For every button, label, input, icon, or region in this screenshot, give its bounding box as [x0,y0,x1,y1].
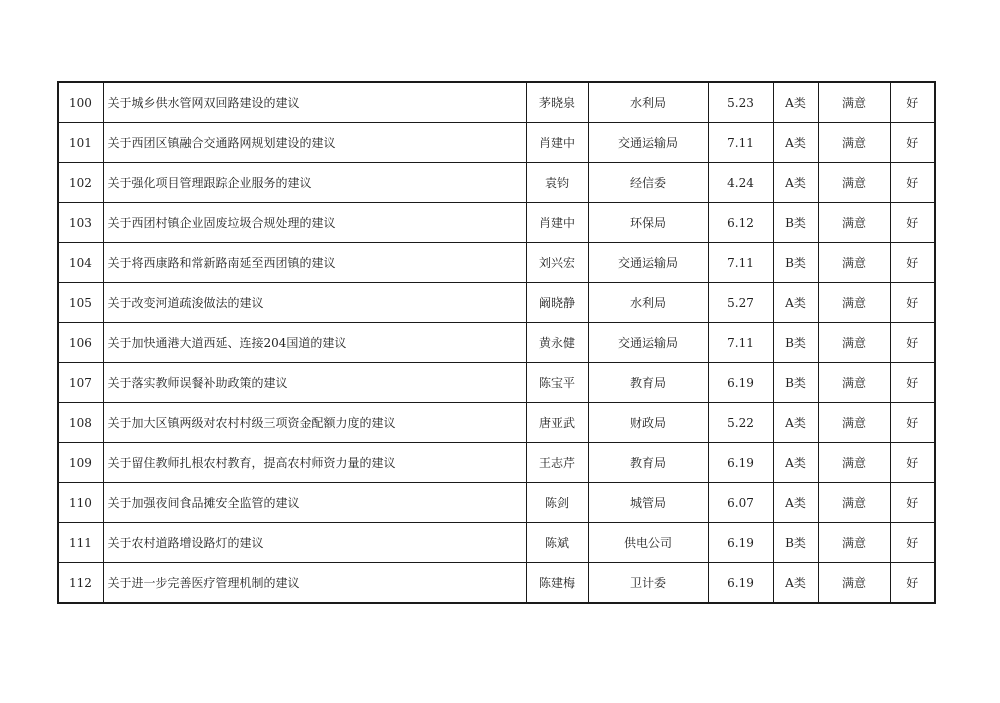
satisfaction-cell: 满意 [818,82,890,123]
row-number: 104 [58,243,103,283]
reply-date: 6.19 [708,363,773,403]
proposal-title: 关于强化项目管理跟踪企业服务的建议 [103,163,526,203]
rating-cell: 好 [890,483,935,523]
reply-date: 6.19 [708,523,773,563]
table-row [58,243,935,283]
reply-date: 5.27 [708,283,773,323]
category-cell: A类 [773,163,818,203]
handling-department: 卫计委 [588,563,708,604]
table-row [58,323,935,363]
proposer-name: 阚晓静 [526,283,588,323]
proposer-name: 肖建中 [526,203,588,243]
proposal-title: 关于西团村镇企业固废垃圾合规处理的建议 [103,203,526,243]
row-number: 106 [58,323,103,363]
row-number: 102 [58,163,103,203]
category-cell: A类 [773,123,818,163]
reply-date: 6.07 [708,483,773,523]
handling-department: 水利局 [588,283,708,323]
table-row [58,443,935,483]
proposer-name: 唐亚武 [526,403,588,443]
proposal-title: 关于西团区镇融合交通路网规划建设的建议 [103,123,526,163]
row-number: 110 [58,483,103,523]
rating-cell: 好 [890,283,935,323]
category-cell: A类 [773,403,818,443]
proposer-name: 黄永健 [526,323,588,363]
proposer-name: 陈宝平 [526,363,588,403]
row-number: 109 [58,443,103,483]
row-number: 100 [58,82,103,123]
category-cell: B类 [773,323,818,363]
category-cell: B类 [773,203,818,243]
reply-date: 7.11 [708,123,773,163]
row-number: 101 [58,123,103,163]
satisfaction-cell: 满意 [818,163,890,203]
reply-date: 7.11 [708,323,773,363]
satisfaction-cell: 满意 [818,363,890,403]
satisfaction-cell: 满意 [818,203,890,243]
table-row [58,283,935,323]
satisfaction-cell: 满意 [818,483,890,523]
table-row [58,523,935,563]
proposer-name: 王志芹 [526,443,588,483]
rating-cell: 好 [890,523,935,563]
reply-date: 6.19 [708,563,773,604]
rating-cell: 好 [890,443,935,483]
row-number: 108 [58,403,103,443]
table-body [58,82,935,603]
handling-department: 水利局 [588,82,708,123]
handling-department: 经信委 [588,163,708,203]
table-row [58,203,935,243]
row-number: 111 [58,523,103,563]
category-cell: A类 [773,443,818,483]
proposal-title: 关于加强夜间食品摊安全监管的建议 [103,483,526,523]
rating-cell: 好 [890,203,935,243]
satisfaction-cell: 满意 [818,123,890,163]
category-cell: A类 [773,563,818,604]
row-number: 107 [58,363,103,403]
satisfaction-cell: 满意 [818,563,890,604]
reply-date: 7.11 [708,243,773,283]
proposal-title: 关于城乡供水管网双回路建设的建议 [103,82,526,123]
handling-department: 交通运输局 [588,123,708,163]
category-cell: A类 [773,483,818,523]
proposer-name: 陈斌 [526,523,588,563]
category-cell: B类 [773,523,818,563]
proposal-title: 关于加大区镇两级对农村村级三项资金配额力度的建议 [103,403,526,443]
proposal-title: 关于将西康路和常新路南延至西团镇的建议 [103,243,526,283]
satisfaction-cell: 满意 [818,323,890,363]
table-row [58,483,935,523]
handling-department: 环保局 [588,203,708,243]
category-cell: A类 [773,283,818,323]
satisfaction-cell: 满意 [818,523,890,563]
proposer-name: 陈剑 [526,483,588,523]
handling-department: 教育局 [588,443,708,483]
rating-cell: 好 [890,403,935,443]
reply-date: 4.24 [708,163,773,203]
category-cell: A类 [773,82,818,123]
handling-department: 财政局 [588,403,708,443]
proposer-name: 刘兴宏 [526,243,588,283]
proposal-table [57,81,936,604]
handling-department: 交通运输局 [588,323,708,363]
satisfaction-cell: 满意 [818,283,890,323]
rating-cell: 好 [890,323,935,363]
proposal-title: 关于进一步完善医疗管理机制的建议 [103,563,526,604]
rating-cell: 好 [890,82,935,123]
proposer-name: 袁钧 [526,163,588,203]
reply-date: 5.22 [708,403,773,443]
category-cell: B类 [773,363,818,403]
proposer-name: 陈建梅 [526,563,588,604]
reply-date: 5.23 [708,82,773,123]
proposer-name: 肖建中 [526,123,588,163]
table-row [58,163,935,203]
satisfaction-cell: 满意 [818,243,890,283]
proposal-title: 关于留住教师扎根农村教育，提高农村师资力量的建议 [103,443,526,483]
row-number: 103 [58,203,103,243]
table-row [58,82,935,123]
rating-cell: 好 [890,363,935,403]
row-number: 112 [58,563,103,604]
handling-department: 供电公司 [588,523,708,563]
table-row [58,363,935,403]
rating-cell: 好 [890,163,935,203]
proposal-title: 关于农村道路增设路灯的建议 [103,523,526,563]
proposal-title: 关于改变河道疏浚做法的建议 [103,283,526,323]
reply-date: 6.12 [708,203,773,243]
handling-department: 教育局 [588,363,708,403]
proposal-title: 关于加快通港大道西延、连接204国道的建议 [103,323,526,363]
proposal-title: 关于落实教师误餐补助政策的建议 [103,363,526,403]
table-row [58,403,935,443]
rating-cell: 好 [890,123,935,163]
rating-cell: 好 [890,563,935,604]
proposer-name: 茅晓泉 [526,82,588,123]
satisfaction-cell: 满意 [818,443,890,483]
rating-cell: 好 [890,243,935,283]
handling-department: 交通运输局 [588,243,708,283]
category-cell: B类 [773,243,818,283]
row-number: 105 [58,283,103,323]
table-row [58,563,935,604]
satisfaction-cell: 满意 [818,403,890,443]
table-row [58,123,935,163]
reply-date: 6.19 [708,443,773,483]
handling-department: 城管局 [588,483,708,523]
